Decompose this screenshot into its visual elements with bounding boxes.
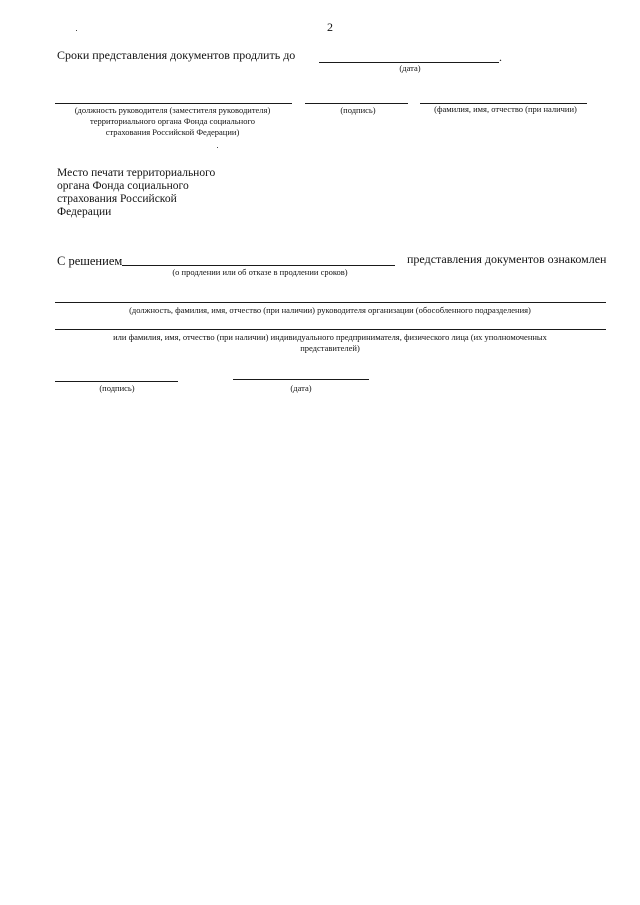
acknowledger-caption-2 [60,332,600,354]
stamp-place-line: Федерации [57,206,112,218]
final-date-line [233,379,369,380]
name-caption: (фамилия, имя, отчество (при наличии) [434,104,577,114]
scan-speck [76,30,77,31]
stamp-place [57,167,237,219]
acknowledger-caption-2-line: или фамилия, имя, отчество (при наличии) индивидуального предпринимателя, физического лица (их уполномоченных [113,332,547,342]
page-number: 2 [327,20,333,34]
decision-line [122,265,395,266]
stamp-place-line: органа Фонда социального [57,180,189,192]
extension-label: Сроки представления документов продлить до [57,48,296,62]
scan-speck [217,147,218,148]
acknowledger-line-1 [55,302,606,303]
extension-date-caption: (дата) [399,63,421,73]
signature-line [305,103,408,104]
position-caption-line: страхования Российской Федерации) [105,127,240,137]
final-signature-caption: (подпись) [99,383,135,393]
final-date-caption: (дата) [290,383,312,393]
acknowledger-caption-1: (должность, фамилия, имя, отчество (при наличии) руководителя организации (обособленного подразделения) [129,305,531,315]
signature-caption: (подпись) [340,105,376,115]
final-signature-line [55,381,178,382]
position-caption-line: (должность руководителя (заместителя руководителя) [74,105,271,115]
extension-period: . [499,50,502,64]
stamp-place-line: страхования Российской [57,193,177,205]
decision-prefix: С решением [57,254,123,268]
decision-caption: (о продлении или об отказе в продлении сроков) [172,267,348,277]
position-caption [40,105,305,138]
acknowledger-caption-2-line: представителей) [300,343,360,353]
acknowledger-line-2 [55,329,606,330]
decision-suffix: представления документов ознакомлен [407,252,607,266]
stamp-place-line: Место печати территориального [57,167,216,179]
position-line [55,103,292,104]
position-caption-line: территориального органа Фонда социального [90,116,255,126]
